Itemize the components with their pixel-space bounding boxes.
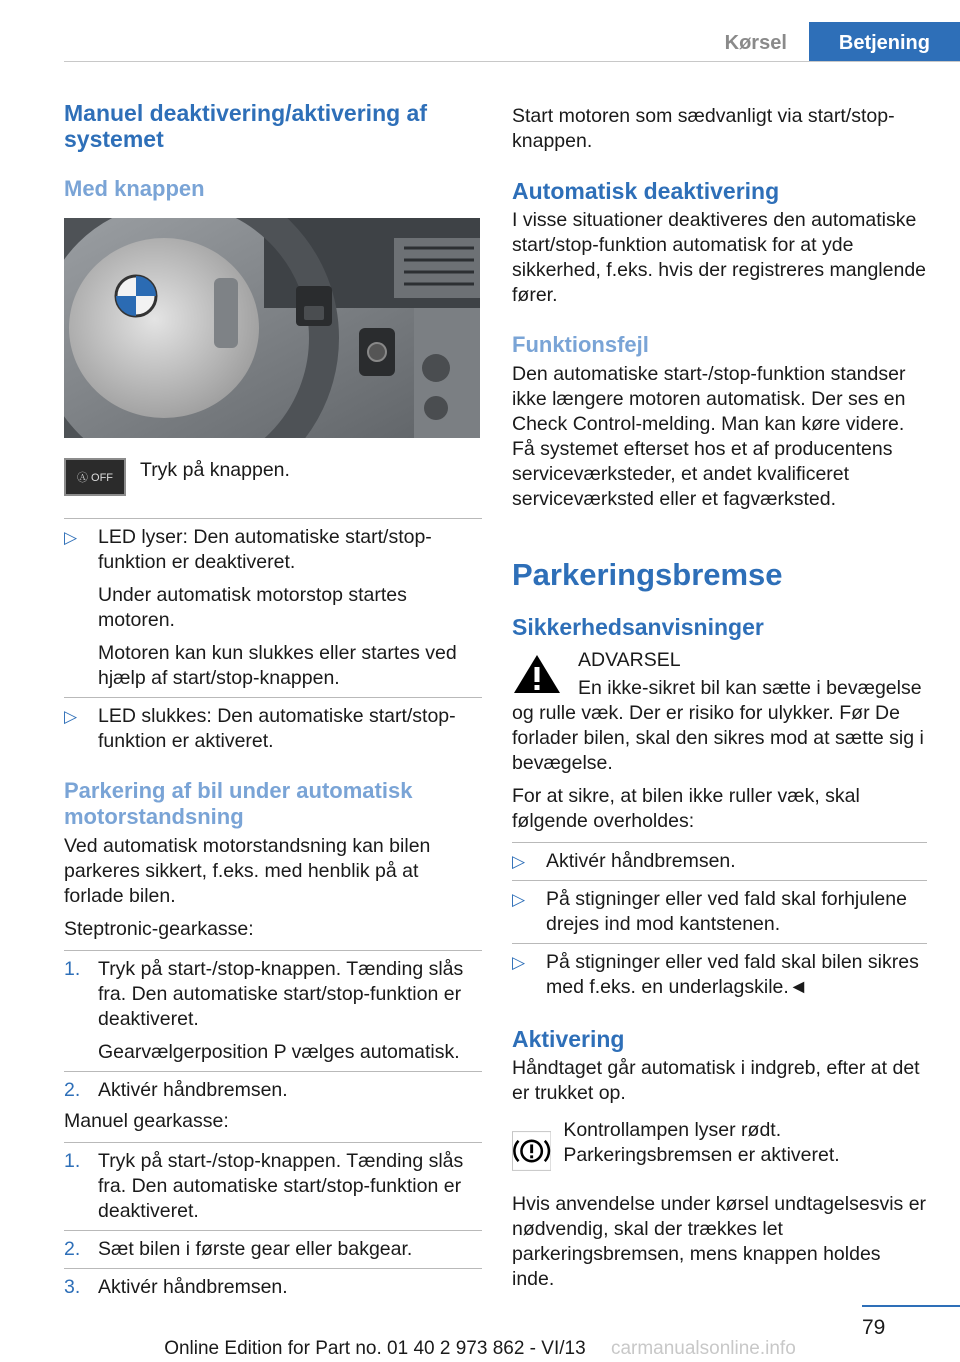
manual-gearbox-label: Manuel gearkasse: <box>64 1110 229 1132</box>
step-text: Aktivér håndbremsen. <box>98 1079 288 1101</box>
step-number: 1. <box>64 958 81 980</box>
list-item <box>64 1071 482 1103</box>
warning-triangle-icon <box>512 652 562 696</box>
triangle-bullet-icon: ▷ <box>512 890 526 909</box>
step-number: 2. <box>64 1238 81 1260</box>
left-column <box>64 100 482 1300</box>
warning-title: ADVARSEL <box>578 649 681 671</box>
steptronic-label: Steptronic-gearkasse: <box>64 918 254 940</box>
heading-parking-brake: Parkeringsbremse <box>512 557 783 592</box>
paragraph-emergency: Hvis anvendelse under kørsel undtagelsesvis er nødvendig, skal der trækkes let parkeringsbremsen, mens knappen holdes inde. <box>512 1193 927 1290</box>
bullet-text: Under automatisk motorstop startes motoren. <box>98 584 407 631</box>
heading-auto-deactivation: Automatisk deaktivering <box>512 178 780 204</box>
paragraph-parking: Ved automatisk motorstandsning kan bilen parkeres sikkert, f.eks. med henblik på at forlade bilen. <box>64 835 431 907</box>
step-text: Aktivér håndbremsen. <box>98 1276 288 1298</box>
bullet-text: På stigninger eller ved fald skal bilen sikres med f.eks. en underlagskile.◄ <box>546 951 919 998</box>
bullet-text: Aktivér håndbremsen. <box>546 850 736 872</box>
page-number: 79 <box>862 1316 886 1339</box>
list-item <box>64 1268 482 1300</box>
steering-wheel-photo <box>64 218 480 438</box>
lamp-caption: Kontrollampen lyser rødt. Parkeringsbremsen er aktiveret. <box>563 1119 840 1166</box>
warning-title-block <box>578 648 681 673</box>
triangle-bullet-icon: ▷ <box>64 707 78 726</box>
header-divider <box>64 61 960 62</box>
heading-malfunction: Funktionsfejl <box>512 332 649 357</box>
dashboard-photo <box>64 218 480 438</box>
paragraph-activation: Håndtaget går automatisk i indgreb, efter at det er trukket op. <box>512 1057 920 1104</box>
paragraph-secure: For at sikre, at bilen ikke ruller væk, skal følgende overholdes: <box>512 785 860 832</box>
heading-safety: Sikkerhedsanvisninger <box>512 614 764 640</box>
step-text: Sæt bilen i første gear eller bakgear. <box>98 1238 413 1260</box>
list-item <box>64 1230 482 1262</box>
paragraph-malfunction: Den automatiske start-/stop-funktion standser ikke længere motoren automatisk. Der ses en Check Control-melding. Man kan køre videre. Få systemet efterset hos et af producentens serviceværksteder, et andet kvalificeret serviceværksted eller et fagværksted. <box>512 363 906 510</box>
heading-with-button: Med knappen <box>64 176 205 201</box>
footer-accent-line <box>862 1305 960 1307</box>
step-number: 3. <box>64 1276 81 1298</box>
bullet-text: LED slukkes: Den automatiske start/stop-funktion er aktiveret. <box>98 705 456 752</box>
paragraph-auto-deactivation: I visse situationer deaktiveres den automatiske start/stop-funktion automatisk for at yde sikkerhed, f.eks. hvis der registreres manglende fører. <box>512 209 927 306</box>
parking-brake-lamp-icon <box>512 1124 551 1178</box>
tab-koersel[interactable]: Kørsel <box>724 32 787 54</box>
step-number: 2. <box>64 1079 81 1101</box>
list-item <box>64 957 482 1065</box>
indicator-lamp-row <box>512 1118 927 1178</box>
step-subtext: Gearvælgerposition P vælges automatisk. <box>98 1041 460 1063</box>
step-text: Tryk på start-/stop-knappen. Tænding slås fra. Den automatiske start/stop-funktion er deaktiveret. <box>98 1150 464 1222</box>
manual-steps <box>64 1142 482 1300</box>
edition-text: Online Edition for Part no. 01 40 2 973 862 - VI/13 <box>164 1338 586 1359</box>
heading-activation: Aktivering <box>512 1026 625 1052</box>
auto-start-stop-off-button[interactable]: Ⓐ OFF <box>64 458 126 496</box>
list-item <box>512 943 927 1000</box>
triangle-bullet-icon: ▷ <box>512 852 526 871</box>
list-item <box>512 849 927 874</box>
right-column <box>512 100 927 1292</box>
step-number: 1. <box>64 1150 81 1172</box>
list-item <box>512 880 927 937</box>
triangle-bullet-icon: ▷ <box>512 953 526 972</box>
list-item <box>64 697 482 754</box>
list-item <box>64 525 482 691</box>
header-tabs <box>703 22 960 62</box>
tab-betjening[interactable]: Betjening <box>809 22 960 62</box>
button-caption: Tryk på knappen. <box>140 459 290 481</box>
off-button-row <box>64 458 482 496</box>
bullet-text: LED lyser: Den automatiske start/stop-funktion er deaktiveret. <box>98 526 432 573</box>
steptronic-steps <box>64 950 482 1103</box>
warning-text: En ikke-sikret bil kan sætte i bevægelse og rulle væk. Der er risiko for ulykker. Før De forlader bilen, skal den sikres mod at sætte sig i bevægelse. <box>512 677 924 774</box>
list-item <box>64 1149 482 1224</box>
heading-manual-deactivation: Manuel deaktivering/aktivering af systemet <box>64 100 428 152</box>
bullet-text: Motoren kan kun slukkes eller startes ved hjælp af start/stop-knappen. <box>98 642 457 689</box>
paragraph-start-engine: Start motoren som sædvanligt via start/stop-knappen. <box>512 105 895 152</box>
footer-edition <box>0 1338 960 1360</box>
secure-bullet-list <box>512 842 927 1000</box>
bullet-text: På stigninger eller ved fald skal forhjulene drejes ind mod kantstenen. <box>546 888 907 935</box>
step-text: Tryk på start-/stop-knappen. Tænding slås fra. Den automatiske start/stop-funktion er deaktiveret. <box>98 958 464 1030</box>
watermark-text: carmanualsonline.info <box>610 1338 796 1359</box>
led-bullet-list <box>64 518 482 754</box>
heading-parking-auto-stop: Parkering af bil under automatisk motorstandsning <box>64 778 413 829</box>
triangle-bullet-icon: ▷ <box>64 528 78 547</box>
